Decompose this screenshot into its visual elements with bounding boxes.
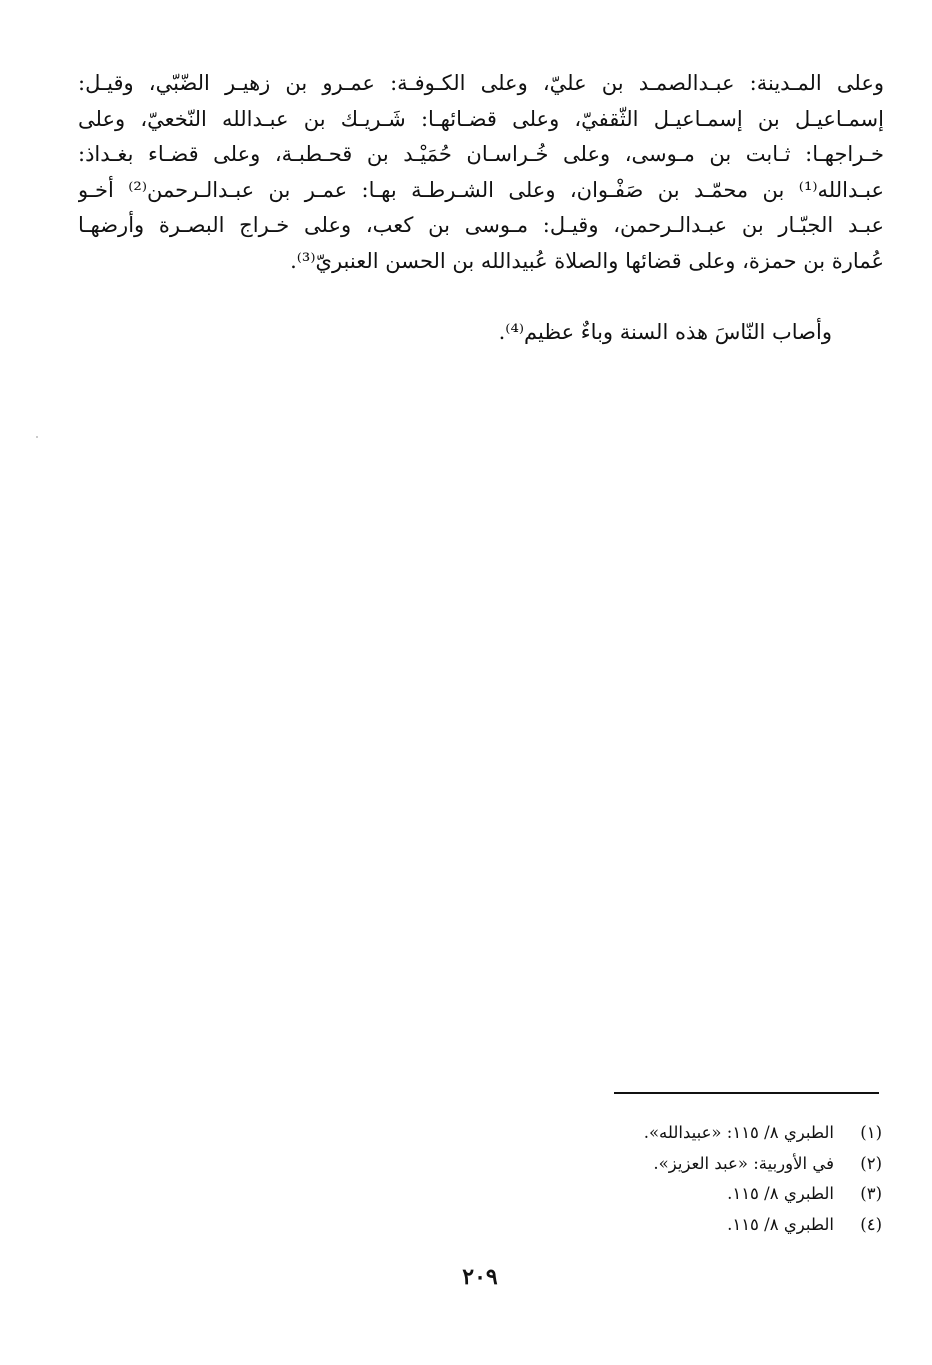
footnotes bbox=[382, 1118, 882, 1240]
footnote-number: (١) bbox=[860, 1123, 882, 1142]
second-paragraph: وأصاب النّاسَ هذه السنة وباءٌ عظيم⁽⁴⁾. bbox=[498, 320, 832, 344]
footnote-text: في الأوربية: «عبد العزيز». bbox=[653, 1153, 834, 1173]
text-line-4: عبـدالله⁽¹⁾ بن محمّـد بن صَفْـوان، وعلى الشـرطـة بهـا: عمـر بن عبـدالـرحمن⁽²⁾ أخـو bbox=[78, 177, 884, 202]
footnote-number: (٤) bbox=[860, 1214, 882, 1234]
footnote-4 bbox=[382, 1210, 882, 1241]
footnote-number: (٢) bbox=[860, 1153, 882, 1173]
page-number: ٢٠٩ bbox=[462, 1264, 498, 1290]
text-line-1: وعلى المـدينة: عبـدالصمـد بن عليّ، وعلى الكـوفـة: عمـرو بن زهيـر الضّبّي، وقيـل: bbox=[78, 71, 884, 95]
footnote-2 bbox=[382, 1149, 882, 1180]
text-line-5: عبـد الجبّـار بن عبـدالـرحمن، وقيـل: مـوسى بن كعب، وعلى خـراج البصـرة وأرضهـا bbox=[78, 213, 884, 238]
footnote-1 bbox=[382, 1118, 882, 1149]
footnote-divider bbox=[614, 1092, 879, 1094]
footnote-text: الطبري ٨/ ١١٥. bbox=[727, 1184, 834, 1203]
scan-speck bbox=[36, 436, 38, 438]
text-line-2: إسمـاعيـل بن إسمـاعيـل الثّقفيّ، وعلى قضـائهـا: شَـريـك بن عبـدالله النّخعيّ، وعلى bbox=[78, 106, 884, 131]
text-line-6: عُمارة بن حمزة، وعلى قضائها والصلاة عُبيدالله بن الحسن العنبريّ⁽³⁾. bbox=[290, 248, 884, 273]
main-paragraph bbox=[78, 66, 884, 280]
footnote-text: الطبري ٨/ ١١٥. bbox=[727, 1214, 834, 1234]
footnote-text: الطبري ٨/ ١١٥: «عبيدالله». bbox=[643, 1123, 834, 1142]
footnote-3 bbox=[382, 1179, 882, 1210]
footnote-number: (٣) bbox=[860, 1184, 882, 1203]
text-line-3: خـراجهـا: ثـابت بن مـوسى، وعلى خُـراسـان حُمَيْـد بن قحـطبـة، وعلى قضـاء بغـداذ: bbox=[78, 142, 884, 167]
